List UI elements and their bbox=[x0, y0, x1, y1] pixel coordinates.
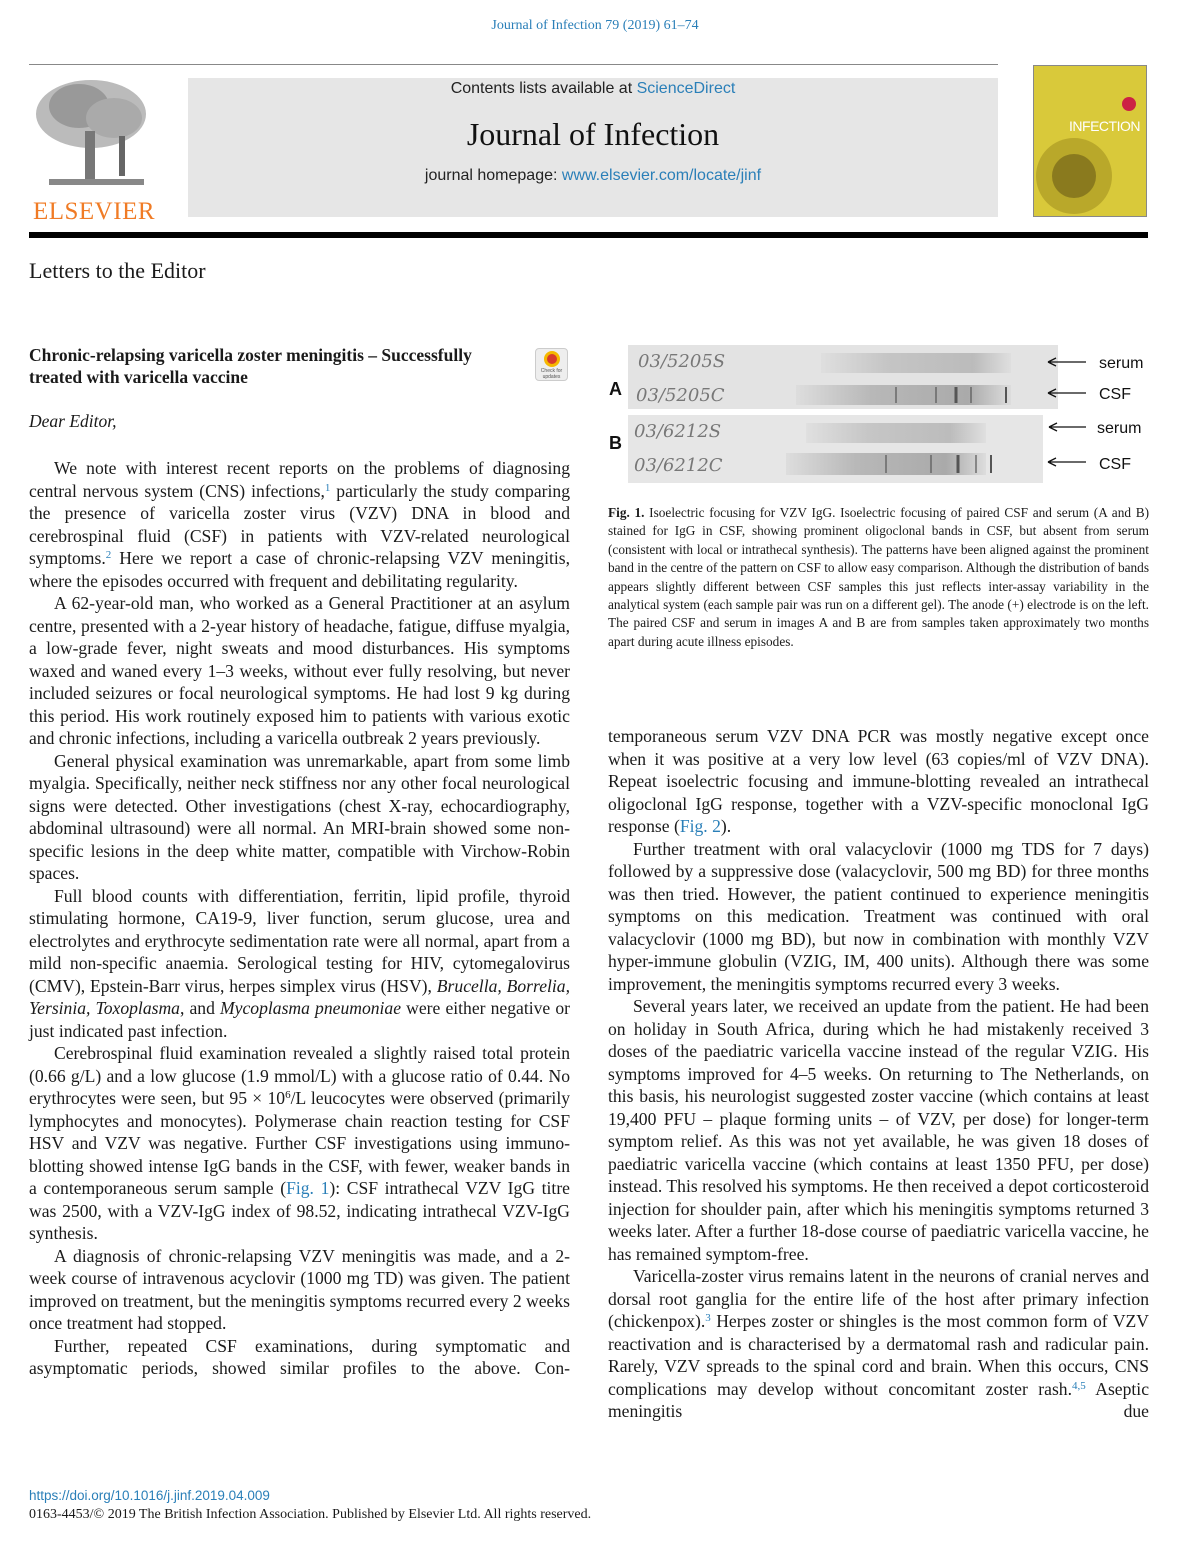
sample-id: 03/6212S bbox=[634, 421, 722, 442]
header-rule bbox=[29, 64, 998, 65]
sciencedirect-link[interactable]: ScienceDirect bbox=[636, 80, 736, 97]
paragraph: Further, repeated CSF examinations, during symptomatic and asymptomatic periods, showed similar profiles to the above. Con- bbox=[29, 1335, 570, 1378]
article-title: Chronic-relapsing varicella zoster meningitis – Successfully treated with varicella vaccine bbox=[29, 345, 472, 387]
caption-label: Fig. 1. bbox=[608, 505, 645, 520]
journal-title: Journal of Infection bbox=[466, 116, 720, 152]
homepage-prefix: journal homepage: bbox=[424, 167, 562, 184]
figure-caption bbox=[608, 504, 1149, 651]
contents-prefix: Contents lists available at bbox=[450, 80, 637, 97]
journal-header-box bbox=[188, 78, 998, 217]
salutation: Dear Editor, bbox=[29, 411, 117, 431]
section-heading: Letters to the Editor bbox=[29, 258, 206, 283]
lane-label: CSF bbox=[1099, 456, 1131, 473]
lane-label: serum bbox=[1097, 420, 1142, 437]
reference-link[interactable]: 3 bbox=[705, 1312, 711, 1324]
paragraph: A diagnosis of chronic-relapsing VZV meningitis was made, and a 2-week course of intravenous acyclovir (1000 mg TD) was given. The patient improved on treatment, but the meningitis symptoms recurred every 2 weeks once treatment had stopped. bbox=[29, 1245, 570, 1333]
sample-id: 03/6212C bbox=[634, 455, 723, 476]
paragraph: Several years later, we received an update from the patient. He had been on holiday in South Africa, during which he had mistakenly received 3 doses of the paediatric varicella vaccine instead of the regular VZIG. His symptoms improved for 4–5 weeks. On returning to The Netherlands, on this basis, his neurologist suggested zoster vaccine (which contains at least 19,400 PFU – plaque forming units – of VZV, per dose) for longer-term symptom relief. As this was not yet available, he was given 18 doses of paediatric varicella vaccine (which contains at least 1350 PFU, per dose) instead. This resolved his symptoms. He then received a depot corticosteroid injection for shoulder pain, after which his meningitis symptoms returned 3 weeks later. After a further 18-dose course of paediatric varicella vaccine, he has remained symptom-free. bbox=[608, 996, 1149, 1264]
cover-art-icon bbox=[1034, 66, 1147, 217]
panel-label-a: A bbox=[609, 379, 622, 399]
journal-citation: Journal of Infection 79 (2019) 61–74 bbox=[491, 18, 699, 33]
paragraph: Further treatment with oral valacyclovir (1000 mg TDS for 7 days) followed by a suppressive dose (valacyclovir, 500 mg BD) for three months was then tried. However, the patient continued to experience meningitis symptoms on this medication. Treatment was continued with oral valacyclovir (1000 mg BD), but now in combination with monthly VZV hyper-immune globulin (VZIG, IM, 400 units). Although there was some improvement, the meningitis symptoms recurred every 3 weeks. bbox=[608, 838, 1149, 994]
lane-label: CSF bbox=[1099, 386, 1131, 403]
figure-2-link[interactable]: Fig. 2 bbox=[679, 816, 721, 836]
paragraph: Cerebrospinal fluid examination revealed a slightly raised total protein (0.66 g/L) and a low glucose (1.9 mmol/L) with a glucose ratio of 0.44. No erythrocytes were seen, but $95 \times 10^6/L$ leucocytes were observed (primarily lymphocytes and monocytes). Polymerase chain reaction testing for CSF HSV and VZV was negative. Further CSF investigations using immuno-blotting showed intense IgG bands in the CSF, with fewer, weaker bands in a contemporaneous serum sample (Fig. 1): CSF intrathecal VZV IgG titre was 2500, with a VZV-IgG index of 98.52, indicating intrathecal VZV-IgG synthesis. bbox=[29, 1043, 571, 1243]
paragraph: Varicella-zoster virus remains latent in the neurons of cranial nerves and dorsal root ganglia for the entire life of the host after primary infection (chickenpox).$^3$ Herpes zoster or shingles is the most common form of VZV reactivation and is characterised by a dermatomal rash and radicular pain. Rarely, VZV spreads to the spinal cord and brain. When this occurs, CNS complications may develop without concomitant zoster rash.$^{4,5}$ Aseptic meningitis due bbox=[608, 1266, 1149, 1421]
contents-line bbox=[188, 80, 998, 98]
paragraph: Full blood counts with differentiation, ferritin, lipid profile, thyroid stimulating hormone, CA19-9, liver function, serum glucose, urea and electrolytes and erythrocyte sedimentation rate were all normal, apart from a mild non-specific anaemia. Serological testing for HIV, cytomegalovirus (CMV), Epstein-Barr virus, herpes simplex virus (HSV), Brucella, Borrelia, Yersinia, Toxoplasma, and Mycoplasma pneumoniae were either negative or just indicated past infection. bbox=[29, 885, 570, 1041]
journal-cover-image bbox=[1033, 65, 1147, 217]
caption-text: Isoelectric focusing for VZV IgG. Isoelectric focusing of paired CSF and serum (A and B) stained for IgG in CSF, showing prominent oligoclonal bands in CSF, but absent from serum (consistent with local or intrathecal synthesis). The patterns have been aligned against the prominent band in the centre of the pattern on CSF to allow easy comparison. Although the distribution of bands appears slightly different between CSF samples this just reflects inter-assay variability in the analytical system (each sample pair was run on a different gel). The anode (+) electrode is on the left. The paired CSF and serum in images A and B are from samples taken approximately two months apart during acute illness episodes. bbox=[608, 505, 1149, 649]
check-for-updates-button[interactable] bbox=[535, 348, 568, 381]
cover-title: INFECTION bbox=[1069, 118, 1140, 134]
tree-logo-icon bbox=[29, 76, 159, 191]
elsevier-wordmark: ELSEVIER bbox=[32, 198, 156, 225]
elsevier-logo bbox=[29, 76, 159, 225]
homepage-line bbox=[188, 167, 998, 185]
panel-label-b: B bbox=[609, 433, 622, 453]
paragraph: A 62-year-old man, who worked as a General Practitioner at an asylum centre, presented with a 2-year history of headache, fatigue, diffuse myalgia, a low-grade fever, night sweats and mood disturbances. His symptoms waxed and waned every 1–3 weeks, without ever fully resolving, but never included seizures or focal neurological symptoms. He had lost 9 kg during this period. His work routinely exposed him to patients with various exotic and chronic infections, including a varicella outbreak 2 years previously. bbox=[29, 593, 570, 748]
gel-image bbox=[606, 343, 1151, 483]
sample-id: 03/5205C bbox=[636, 385, 725, 406]
paragraph: General physical examination was unremarkable, apart from some limb myalgia. Specifically, neither neck stiffness nor any other focal neurological signs were detected. Other investigations (chest X-ray, echocardiography, abdominal ultrasound) were all normal. An MRI-brain showed some non-specific lesions in the deep white matter, compatible with Virchow-Robin spaces. bbox=[29, 750, 570, 883]
figure-1-gel-image bbox=[606, 343, 1151, 483]
check-updates-label: Check for updates bbox=[540, 368, 563, 380]
paragraph: We note with interest recent reports on the problems of diagnosing central nervous system (CNS) infections,$^1$ particularly the study comparing the presence of varicella zoster virus (VZV) DNA in blood and cerebrospinal fluid (CSF) in patients with VZV-related neurological symptoms.$^2$ Here we report a case of chronic-relapsing VZV meningitis, where the episodes occurred with frequent and debilitating regularity. bbox=[29, 458, 570, 591]
figure-1-link[interactable]: Fig. 1 bbox=[286, 1178, 330, 1198]
header-bar bbox=[29, 232, 1148, 238]
sample-id: 03/5205S bbox=[638, 351, 726, 372]
doi-link[interactable]: https://doi.org/10.1016/j.jinf.2019.04.009 bbox=[29, 1488, 270, 1503]
left-column bbox=[29, 457, 570, 1380]
bookmark-icon bbox=[544, 351, 560, 367]
homepage-link[interactable]: www.elsevier.com/locate/jinf bbox=[561, 167, 762, 184]
reference-link[interactable]: 1 bbox=[324, 481, 331, 494]
paragraph: temporaneous serum VZV DNA PCR was mostly negative except once when it was positive at a very low level (63 copies/ml of VZV DNA). Repeat isoelectric focusing and immune-blotting revealed an intrathecal oligoclonal IgG response, together with a VZV-specific monoclonal IgG response (Fig. 2). bbox=[608, 726, 1149, 836]
reference-link[interactable]: 4,5 bbox=[1072, 1379, 1086, 1392]
reference-link[interactable]: 2 bbox=[105, 549, 112, 561]
copyright: 0163-4453/© 2019 The British Infection Association. Published by Elsevier Ltd. All rights reserved. bbox=[29, 1507, 592, 1522]
right-column bbox=[608, 725, 1149, 1423]
lane-label: serum bbox=[1099, 355, 1144, 372]
